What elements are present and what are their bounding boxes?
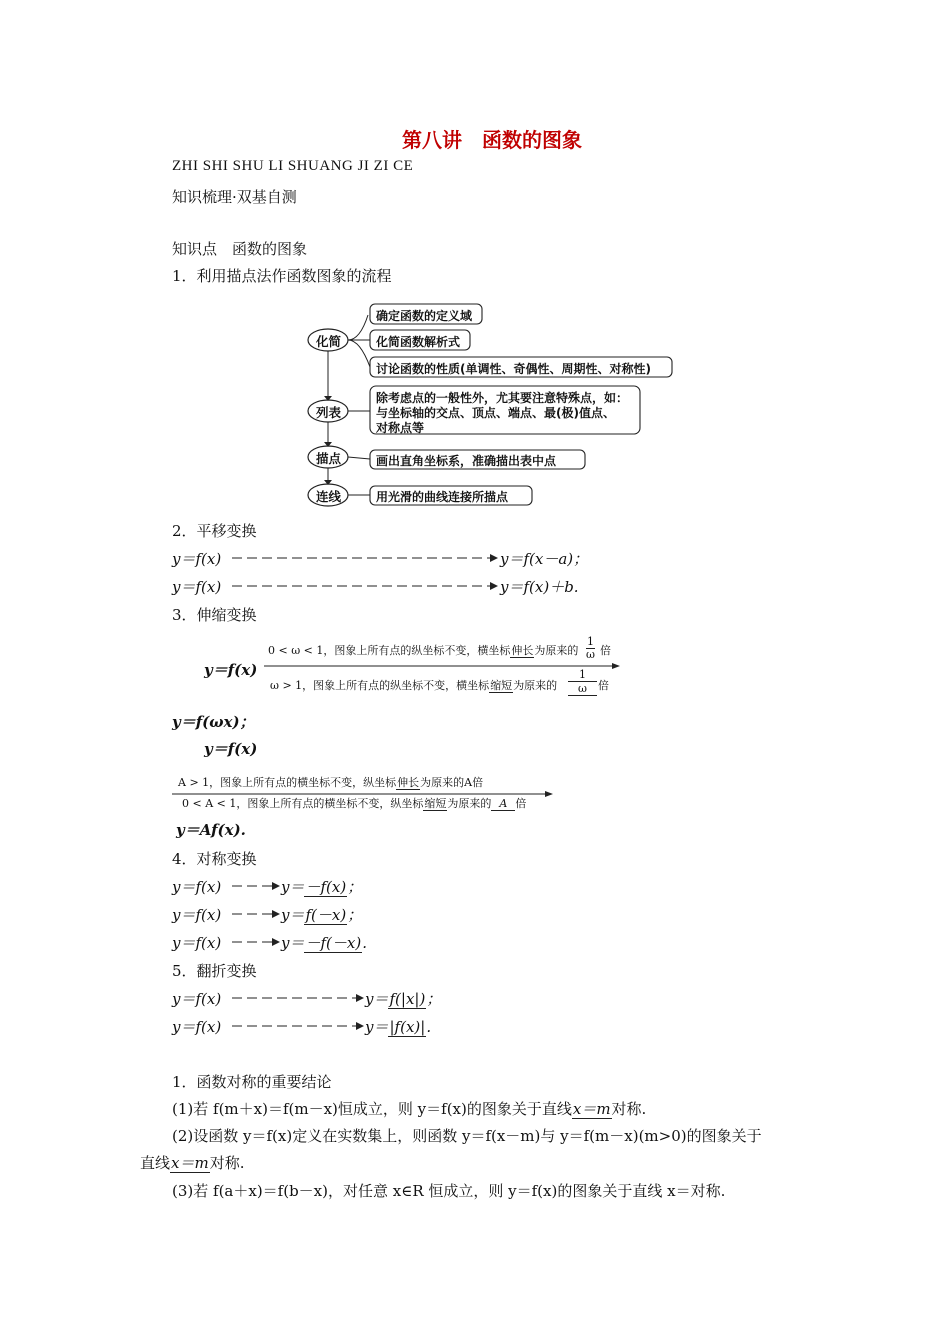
symmetry-left: y＝f(x) — [172, 878, 222, 896]
symmetry-right: y＝f(－x)； — [281, 906, 363, 924]
flow-node-label: 列表 — [316, 405, 342, 420]
translation-right-1: y＝f(x－a)； — [500, 550, 589, 568]
stretch-condition-bottom-2: 0 < A < 1，图象上所有点的横坐标不变，纵坐标缩短为原来的 A 倍 — [182, 797, 527, 810]
conclusion-2-line-2: 直线x＝m对称. — [140, 1154, 245, 1172]
flow-box-label: 对称点等 — [376, 421, 425, 435]
flow-box-label: 用光滑的曲线连接所描点 — [376, 490, 509, 504]
item-3-heading: 3．伸缩变换 — [172, 606, 257, 624]
conclusion-1: (1)若 f(m＋x)＝f(m－x)恒成立，则 y＝f(x)的图象关于直线x＝m对称. — [172, 1100, 647, 1118]
symmetry-left: y＝f(x) — [172, 934, 222, 952]
conclusion-2-line-1: (2)设函数 y＝f(x)定义在实数集上，则函数 y＝f(x－m)与 y＝f(m－x)(m>0)的图象关于 — [172, 1127, 762, 1145]
stretch-bei-top: 倍 — [600, 644, 611, 657]
flow-box-label: 除考虑点的一般性外，尤其要注意特殊点，如： — [376, 391, 629, 405]
stretch-result-1: y＝f(ωx)； — [172, 713, 255, 731]
stretch-fraction-bottom: 1 ω — [568, 668, 597, 696]
stretch-source-1: y＝f(x) — [204, 661, 258, 679]
stretch-source-2: y＝f(x) — [204, 740, 258, 758]
flip-right: y＝f(|x|)； — [365, 990, 442, 1008]
translation-left-1: y＝f(x) — [172, 550, 222, 568]
stretch-condition-bottom-1: ω > 1，图象上所有点的纵坐标不变，横坐标缩短为原来的 — [270, 679, 558, 692]
section-header: 知识梳理·双基自测 — [172, 188, 297, 206]
flow-node-label: 描点 — [316, 451, 342, 466]
translation-left-2: y＝f(x) — [172, 578, 222, 596]
flip-arrow — [230, 990, 365, 1006]
symmetry-right: y＝－f(－x). — [281, 934, 367, 952]
stretch-condition-top-2: A > 1，图象上所有点的横坐标不变，纵坐标伸长为原来的A倍 — [178, 776, 484, 789]
stretch-bei-bottom: 倍 — [598, 679, 609, 692]
flow-box-label: 与坐标轴的交点、顶点、端点、最(极)值点、 — [376, 406, 615, 420]
translation-right-2: y＝f(x)＋b. — [500, 578, 579, 596]
conclusions-heading: 1．函数对称的重要结论 — [172, 1073, 332, 1091]
flip-arrow — [230, 1018, 365, 1034]
flow-node-label: 化简 — [316, 334, 342, 349]
stretch-condition-top-1: 0 < ω < 1，图象上所有点的纵坐标不变，横坐标伸长为原来的 — [268, 644, 579, 657]
symmetry-arrow — [230, 878, 280, 894]
flow-box-label: 化简函数解析式 — [376, 335, 461, 349]
flip-left: y＝f(x) — [172, 990, 222, 1008]
conclusion-3: (3)若 f(a＋x)＝f(b－x)，对任意 x∈R 恒成立，则 y＝f(x)的图象关于直线 x＝对称. — [172, 1182, 726, 1200]
item-2-heading: 2．平移变换 — [172, 522, 257, 540]
symmetry-left: y＝f(x) — [172, 906, 222, 924]
flow-box-label: 画出直角坐标系，准确描出表中点 — [376, 454, 557, 468]
translation-arrow-2 — [230, 578, 500, 594]
flow-box-label: 讨论函数的性质(单调性、奇偶性、周期性、对称性) — [376, 362, 651, 376]
page-title: 第八讲 函数的图象 — [402, 128, 582, 152]
symmetry-arrow — [230, 906, 280, 922]
pinyin-subtitle: ZHI SHI SHU LI SHUANG JI ZI CE — [172, 158, 414, 174]
stretch-result-2: y＝Af(x). — [176, 821, 246, 839]
flip-right: y＝|f(x)|. — [365, 1018, 432, 1036]
item-5-heading: 5．翻折变换 — [172, 962, 257, 980]
item-4-heading: 4．对称变换 — [172, 850, 257, 868]
symmetry-right: y＝－f(x)； — [281, 878, 363, 896]
knowledge-point: 知识点 函数的图象 — [172, 240, 308, 258]
stretch-fraction-top: 1 ω — [586, 635, 595, 661]
flip-left: y＝f(x) — [172, 1018, 222, 1036]
flow-box-label: 确定函数的定义域 — [376, 309, 473, 323]
symmetry-arrow — [230, 934, 280, 950]
translation-arrow-1 — [230, 550, 500, 566]
item-1-heading: 1．利用描点法作函数图象的流程 — [172, 267, 392, 285]
flow-node-label: 连线 — [316, 489, 342, 504]
